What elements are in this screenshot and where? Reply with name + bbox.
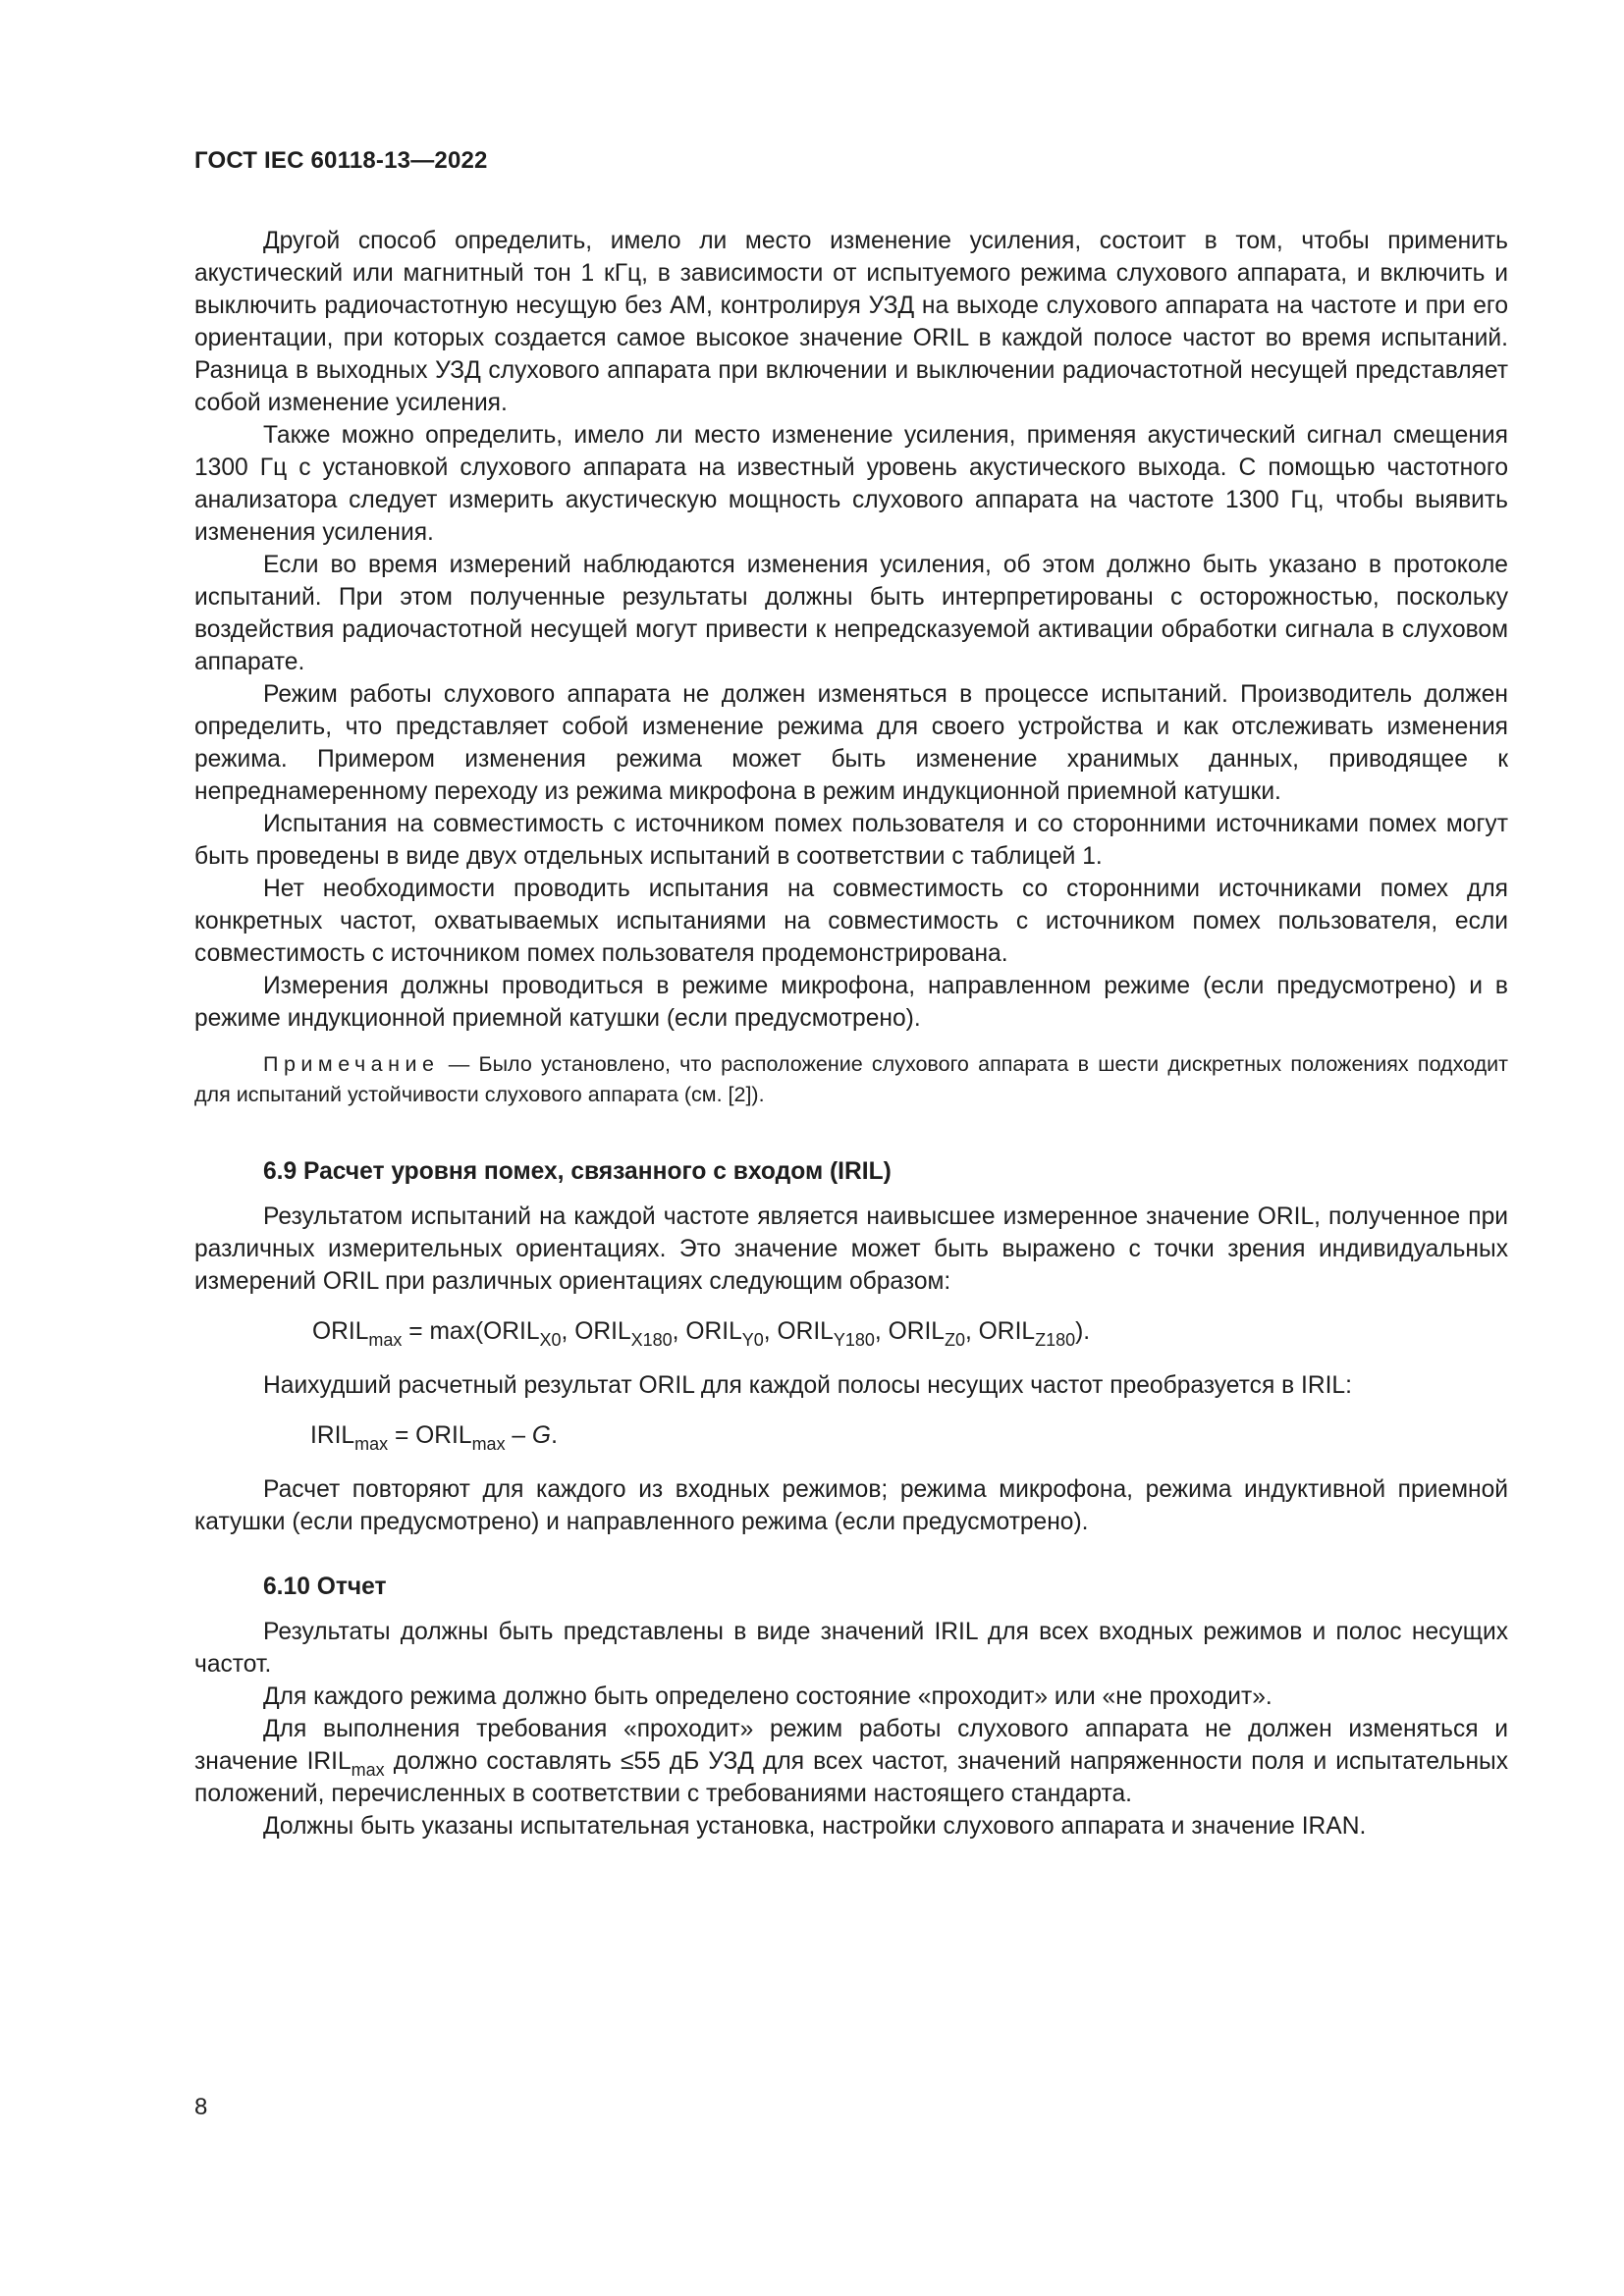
paragraph: Также можно определить, имело ли место изменение усиления, применяя акустический сигнал смещения 1300 Гц с установкой слухового аппарата на известный уровень акустического выхода. С помощью частотного анализатора следует измерить акустическую мощность слухового аппарата на частоте 1300 Гц, чтобы выявить изменения усиления. [194, 422, 1508, 546]
formula-separator: ). [1075, 1318, 1091, 1345]
formula-term: ORIL [685, 1318, 742, 1345]
paragraph: Испытания на совместимость с источником помех пользователя и со сторонними источниками помех могут быть проведены в виде двух отдельных испытаний в соответствии с таблицей 1. [194, 811, 1508, 870]
paragraph: Другой способ определить, имело ли место изменение усиления, состоит в том, чтобы применить акустический или магнитный тон 1 кГц, в зависимости от испытуемого режима слухового аппарата, и включить и выключить радиочастотную несущую без АМ, контролируя УЗД на выходе слухового аппарата на частоте и при его ориентации, при которых создается самое высокое значение ORIL в каждой полосе частот во время испытаний. Разница в выходных УЗД слухового аппарата при включении и выключении радиочастотной несущей представляет собой изменение усиления. [194, 228, 1508, 416]
paragraph: Расчет повторяют для каждого из входных режимов; режима микрофона, режима индуктивной приемной катушки (если предусмотрено) и направленного режима (если предусмотрено). [194, 1476, 1508, 1535]
formula-terms [483, 1318, 1091, 1350]
formula-term-subscript: Z0 [944, 1330, 965, 1350]
formula-term-subscript: Y0 [741, 1330, 764, 1350]
formula-term-subscript: Y180 [833, 1330, 875, 1350]
paragraph: Режим работы слухового аппарата не должен изменяться в процессе испытаний. Производитель должен определить, что представляет собой изменение режима для своего устройства и как отслеживать изменения режима. Примером изменения режима может быть изменение хранимых данных, приводящее к непреднамеренному переходу из режима микрофона в режим индукционной приемной катушки. [194, 681, 1508, 805]
section-heading-6-9: 6.9 Расчет уровня помех, связанного с входом (IRIL) [263, 1158, 892, 1185]
note [194, 1049, 1508, 1110]
formula-oril-max: $ORIL_{max}$ = $\max(ORIL_{X0}$, $ORIL_{X180}$, $ORIL_{Y0}$, $ORIL_{Y180}$, $ORIL_{Z0}$, $ORIL_{Z180}$). [312, 1318, 1091, 1350]
paragraph: Для каждого режима должно быть определено состояние «проходит» или «не проходит». [263, 1683, 1272, 1710]
formula-separator: , [672, 1318, 686, 1345]
paragraph: Результатом испытаний на каждой частоте является наивысшее измеренное значение ORIL, полученное при различных измерительных ориентациях. Это значение может быть выражено с точки зрения индивидуальных измерений ORIL при различных ориентациях следующим образом: [194, 1203, 1508, 1295]
formula-iril-max: $IRIL_{max}$ = $ORIL_{max}$ – G. [310, 1422, 558, 1454]
document-code-header: ГОСТ IEC 60118-13—2022 [194, 147, 488, 174]
formula-term: ORIL [777, 1318, 834, 1345]
paragraph: Результаты должны быть представлены в виде значений IRIL для всех входных режимов и полос несущих частот. [194, 1619, 1508, 1678]
paragraph: Наихудший расчетный результат ORIL для каждой полосы несущих частот преобразуется в IRIL: [263, 1372, 1352, 1399]
formula-term: ORIL [483, 1318, 540, 1345]
formula-separator: , [763, 1318, 778, 1345]
note-label: Примечание [263, 1052, 440, 1076]
formula-term-subscript: X180 [630, 1330, 673, 1350]
formula-term: ORIL [888, 1318, 945, 1345]
formula-term-subscript: Z180 [1035, 1330, 1076, 1350]
formula-separator: , [874, 1318, 889, 1345]
paragraph: Для выполнения требования «проходит» режим работы слухового аппарата не должен изменяться и значение $IRIL_{max}$ должно составлять ≤55 дБ УЗД для всех частот, значений напряженности поля и испытательных положений, перечисленных в соответствии с требованиями настоящего стандарта. [194, 1716, 1508, 1807]
section-heading-6-10: 6.10 Отчет [263, 1574, 387, 1600]
formula-term: ORIL [574, 1318, 631, 1345]
note-dash: — [439, 1052, 479, 1076]
page-body [194, 225, 1508, 1842]
paragraph: Должны быть указаны испытательная установка, настройки слухового аппарата и значение IRAN. [263, 1813, 1367, 1840]
formula-separator: , [561, 1318, 575, 1345]
page-number: 8 [194, 2094, 208, 2120]
formula-separator: , [965, 1318, 979, 1345]
paragraph: Измерения должны проводиться в режиме микрофона, направленном режиме (если предусмотрено) и в режиме индукционной приемной катушки (если предусмотрено). [194, 973, 1508, 1032]
note-text: Было установлено, что расположение слухового аппарата в шести дискретных положениях подходит для испытаний устойчивости слухового аппарата (см. [2]). [194, 1052, 1508, 1106]
formula-term-subscript: X0 [539, 1330, 562, 1350]
formula-term: ORIL [978, 1318, 1036, 1345]
paragraph: Нет необходимости проводить испытания на совместимость со сторонними источниками помех для конкретных частот, охватываемых испытаниями на совместимость с источником помех пользователя, если совместимость с источником помех пользователя продемонстрирована. [194, 876, 1508, 967]
paragraph: Если во время измерений наблюдаются изменения усиления, об этом должно быть указано в протоколе испытаний. При этом полученные результаты должны быть интерпретированы с осторожностью, поскольку воздействия радиочастотной несущей могут привести к непредсказуемой активации обработки сигнала в слуховом аппарате. [194, 552, 1508, 675]
